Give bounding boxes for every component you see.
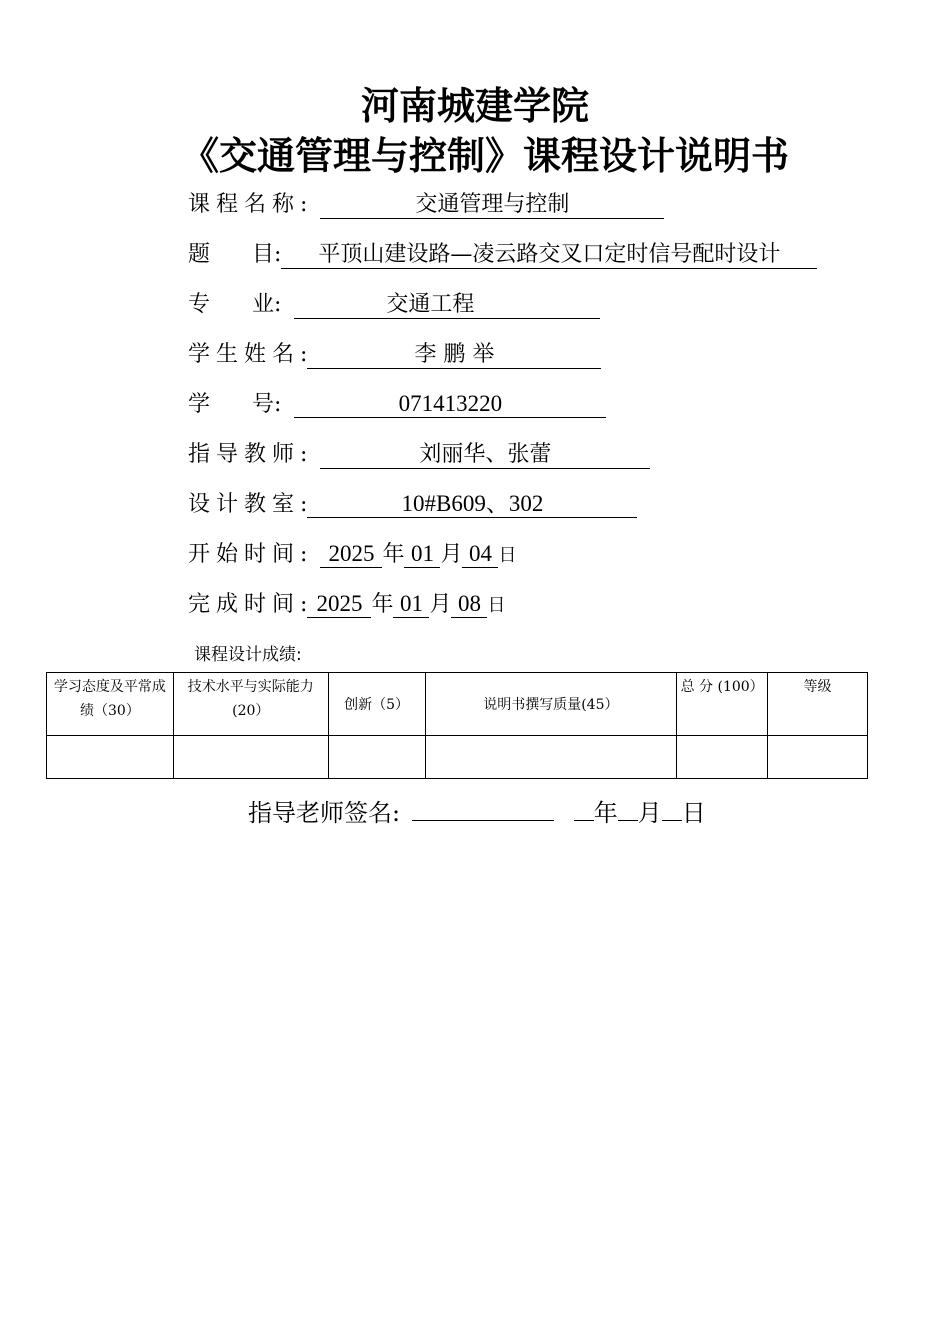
major-label: 专 业 xyxy=(188,292,274,317)
header-total: 总 分 (100） xyxy=(677,673,768,736)
grades-caption: 课程设计成绩: xyxy=(194,645,302,665)
topic-value: 平顶山建设路—凌云路交叉口定时信号配时设计 xyxy=(281,242,817,269)
advisor-value: 刘丽华、张蕾 xyxy=(320,442,650,469)
student-name-value: 李 鹏 举 xyxy=(307,342,601,369)
advisor-row: 指导教师: 刘丽华、张蕾 xyxy=(188,440,650,470)
student-name-row: 学生姓名: 李 鹏 举 xyxy=(188,340,601,370)
end-year-unit: 年 xyxy=(371,592,394,617)
signature-day-unit: 日 xyxy=(681,799,706,827)
classroom-label: 设计教室 xyxy=(188,492,301,517)
signature-day-blank[interactable] xyxy=(662,796,682,821)
header-technical: 技术水平与实际能力(20） xyxy=(173,673,328,736)
student-id-value: 071413220 xyxy=(294,391,606,418)
major-value: 交通工程 xyxy=(294,292,600,319)
end-day-unit: 日 xyxy=(487,595,506,616)
advisor-label: 指导教师 xyxy=(188,442,301,467)
classroom-value: 10#B609、302 xyxy=(307,491,637,518)
signature-month-blank[interactable] xyxy=(618,796,638,821)
grade-cell-attitude[interactable] xyxy=(47,736,174,779)
header-report-quality: 说明书撰写质量(45） xyxy=(425,673,677,736)
grade-cell-grade[interactable] xyxy=(768,736,868,779)
start-date-label: 开始时间 xyxy=(188,542,301,567)
header-grade: 等级 xyxy=(768,673,868,736)
grade-cell-innovation[interactable] xyxy=(328,736,425,779)
start-date-row: 开始时间: 2025 年 01 月 04 日 xyxy=(188,540,516,570)
topic-row: 题 目: 平顶山建设路—凌云路交叉口定时信号配时设计 xyxy=(188,240,817,270)
grade-cell-total[interactable] xyxy=(677,736,768,779)
document-title: 《交通管理与控制》课程设计说明书 xyxy=(180,134,789,178)
start-day: 04 xyxy=(462,541,498,568)
course-name-value: 交通管理与控制 xyxy=(320,192,664,219)
signature-month-unit: 月 xyxy=(637,799,662,827)
signature-year-blank[interactable] xyxy=(574,796,594,821)
signature-label: 指导老师签名: xyxy=(248,799,401,827)
course-name-label: 课程名称 xyxy=(188,192,301,217)
start-year-unit: 年 xyxy=(382,542,405,567)
major-row: 专 业: 交通工程 xyxy=(188,290,600,320)
grade-cell-technical[interactable] xyxy=(173,736,328,779)
start-month: 01 xyxy=(404,541,440,568)
student-name-label: 学生姓名 xyxy=(188,342,301,367)
end-year: 2025 xyxy=(307,591,371,618)
topic-label: 题 目 xyxy=(188,242,274,267)
school-name: 河南城建学院 xyxy=(360,84,589,128)
signature-line[interactable] xyxy=(412,796,554,821)
start-month-unit: 月 xyxy=(440,542,463,567)
header-attitude: 学习态度及平常成绩（30） xyxy=(47,673,174,736)
student-id-row: 学 号: 071413220 xyxy=(188,390,606,420)
start-day-unit: 日 xyxy=(498,545,517,566)
end-date-row: 完成时间: 2025 年 01 月 08 日 xyxy=(188,590,505,620)
advisor-signature-row xyxy=(248,796,706,830)
end-date-label: 完成时间 xyxy=(188,592,301,617)
classroom-row: 设计教室: 10#B609、302 xyxy=(188,490,637,520)
grades-table xyxy=(46,672,868,779)
grades-value-row xyxy=(47,736,868,779)
signature-year-unit: 年 xyxy=(593,799,618,827)
student-id-label: 学 号 xyxy=(188,392,274,417)
grades-header-row xyxy=(47,673,868,736)
grade-cell-report-quality[interactable] xyxy=(425,736,677,779)
start-year: 2025 xyxy=(320,541,382,568)
end-month: 01 xyxy=(393,591,429,618)
course-name-row: 课程名称: 交通管理与控制 xyxy=(188,190,664,220)
end-month-unit: 月 xyxy=(429,592,452,617)
end-day: 08 xyxy=(451,591,487,618)
header-innovation: 创新（5） xyxy=(328,673,425,736)
